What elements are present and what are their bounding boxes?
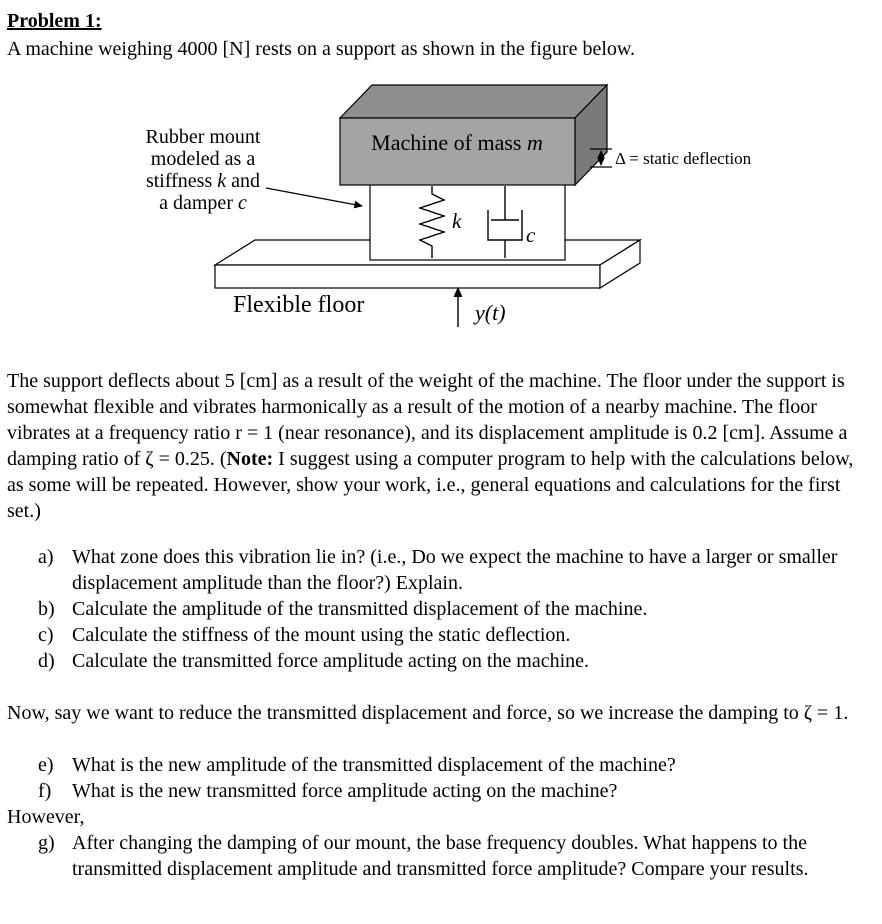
figure-container (0, 70, 870, 342)
question-e-label: e) (38, 754, 54, 776)
question-f-text: What is the new transmitted force amplitude acting on the machine? (72, 780, 618, 802)
question-a (7, 544, 870, 596)
svg-text:a damper c: a damper c (159, 192, 247, 214)
machine-support-diagram (0, 70, 882, 335)
description-part2: I suggest using a computer program to help with the calculations below, as some will be repeated. However, show your work, i.e., general equations and calculations for the first set.) (7, 448, 854, 522)
question-c (7, 622, 870, 648)
mount-label (146, 126, 261, 214)
deflection-label: Δ = static deflection (615, 149, 752, 168)
question-a-label: a) (38, 546, 54, 568)
description-part1: The support deflects about 5 [cm] as a result of the weight of the machine. The floor under the support is somewhat flexible and vibrates harmonically as a result of the motion of a nearby machine. The floor vibrates at a frequency ratio r = 1 (near resonance), and its displacement amplitude is 0.2 [cm]. Assume a damping ratio of ζ = 0.25. ( (7, 370, 848, 470)
svg-text:modeled as a: modeled as a (150, 148, 256, 170)
damping-increase-paragraph: Now, say we want to reduce the transmitted displacement and force, so we increase the damping to ζ = 1. (7, 702, 849, 724)
question-d-text: Calculate the transmitted force amplitude acting on the machine. (72, 650, 590, 672)
machine-label: Machine of mass m (371, 130, 543, 155)
question-e (7, 752, 870, 778)
question-b-label: b) (38, 598, 55, 620)
mount-arrow (266, 188, 362, 206)
question-b-text: Calculate the amplitude of the transmitted displacement of the machine. (72, 598, 648, 620)
question-e-text: What is the new amplitude of the transmitted displacement of the machine? (72, 754, 676, 776)
base-motion-label: y(t) (475, 300, 506, 325)
description-paragraph (7, 368, 870, 524)
question-f-label: f) (38, 780, 52, 802)
spring-label: k (452, 209, 462, 233)
svg-text:stiffness k and: stiffness k and (145, 170, 261, 192)
intro-text: A machine weighing 4000 [N] rests on a support as shown in the figure below. (7, 38, 636, 60)
note-word: Note: (226, 448, 274, 470)
question-f (7, 778, 870, 804)
question-list-g (7, 830, 870, 882)
question-d-label: d) (38, 650, 55, 672)
question-c-label: c) (38, 624, 54, 646)
question-c-text: Calculate the stiffness of the mount using the static deflection. (72, 624, 571, 646)
problem-title: Problem 1: (7, 10, 102, 32)
however-text: However, (7, 806, 85, 828)
support-block (370, 182, 565, 260)
svg-text:Rubber mount: Rubber mount (145, 126, 261, 148)
question-g-text: After changing the damping of our mount, the base frequency doubles. What happens to the transmitted displacement amplitude and transmitted force amplitude? Compare your results. (72, 832, 809, 880)
question-list-abcd (7, 544, 870, 674)
damper-label: c (526, 223, 536, 247)
question-a-text: What zone does this vibration lie in? (i.e., Do we expect the machine to have a larger or smaller displacement amplitude than the floor?) Explain. (72, 546, 838, 594)
question-list-ef (7, 752, 870, 804)
question-b (7, 596, 870, 622)
question-d (7, 648, 870, 674)
floor-label: Flexible floor (233, 292, 365, 318)
question-g (7, 830, 870, 882)
question-g-label: g) (38, 832, 55, 854)
